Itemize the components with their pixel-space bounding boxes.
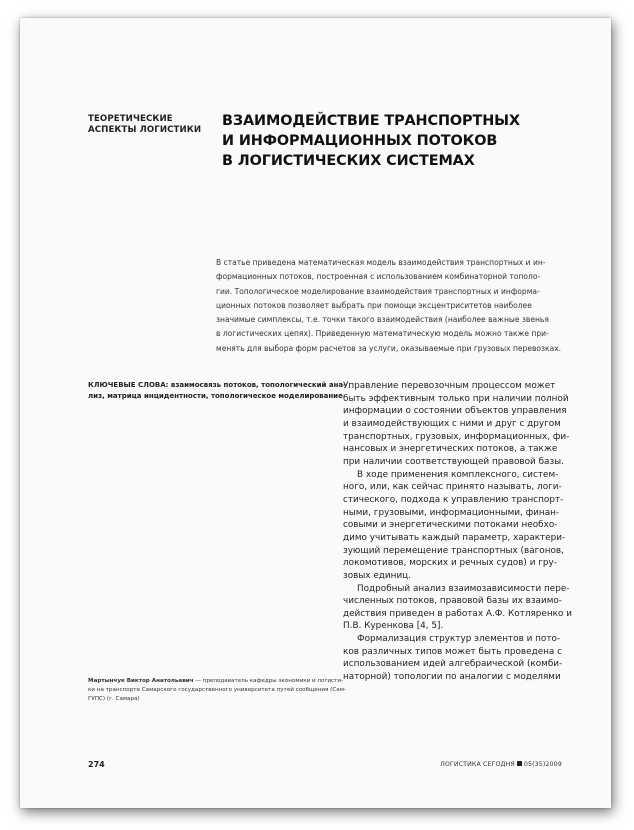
section-rubric: ТЕОРЕТИЧЕСКИЕ АСПЕКТЫ ЛОГИСТИКИ — [88, 114, 202, 135]
body-line: Подробный анализ взаимозависимости пере- — [357, 583, 570, 594]
abstract-line: в логистических цепях). Приведенную математическую модель можно также при- — [216, 329, 549, 339]
body-line: быть эффективным только при наличии полной — [343, 393, 569, 404]
body-line: действия приведен в работах А.Ф. Котляренко и — [343, 608, 572, 619]
keywords — [88, 380, 347, 402]
body-line: димо учитывать каждый параметр, характери- — [343, 532, 566, 543]
body-line: при наличии соответствующей правовой базы. — [343, 456, 564, 467]
journal-issue: 05(35)2009 — [523, 761, 562, 768]
body-line: нансовых и энергетических потоков, а также — [343, 444, 558, 455]
body-line: стического, подхода к управлению транспорт- — [343, 494, 564, 505]
body-line: Формализация структур элементов и пото- — [357, 634, 561, 645]
body-line: зовых единиц. — [343, 570, 412, 581]
body-line: П.В. Куренкова [4, 5]. — [343, 621, 444, 632]
page-number: 274 — [88, 760, 105, 769]
body-line: ного, или, как сейчас принято называть, логи- — [343, 482, 562, 493]
body-line: зующий перемещение транспортных (вагонов, — [343, 545, 564, 556]
author-note-line: ки на транспорте Самарского государственного университета путей сообщения (Сам- — [88, 687, 346, 693]
abstract-line: значимые симплексы, т.е. точки такого взаимодействия (наиболее важные звенья — [216, 315, 549, 325]
body-line: и взаимодействующих с ними и друг с другом — [343, 418, 561, 429]
abstract-line: гии. Топологическое моделирование взаимодействия транспортных и информа- — [216, 286, 540, 296]
abstract-line: менять для выбора форм расчетов за услуги, оказываемые при грузовых перевозках. — [216, 343, 562, 353]
keywords-line: лиз, матрица инцидентности, топологическое моделирование — [88, 392, 343, 400]
body-line: использованием идей алгебраической (комби- — [343, 659, 563, 670]
body-line: наторной) топологии по аналогии с моделями — [343, 672, 561, 683]
journal-name: ЛОГИСТИКА СЕГОДНЯ — [440, 761, 515, 768]
body-line: совыми и энергетическими потоками необхо- — [343, 520, 558, 531]
author-note-line: — преподаватель кафедры экономики и логисти- — [193, 678, 344, 684]
body-line: ными, грузовыми, информационными, финан- — [343, 507, 560, 518]
body-line: В ходе применения комплексного, систем- — [357, 469, 559, 480]
journal-page — [20, 18, 611, 808]
journal-footer — [440, 761, 562, 768]
article-abstract — [216, 256, 596, 356]
author-note — [88, 677, 358, 704]
abstract-line: формационных потоков, построенная с использованием комбинаторной тополо- — [216, 272, 541, 282]
abstract-line: В статье приведена математическая модель взаимодействия транспортных и ин- — [216, 258, 546, 267]
article-body — [343, 380, 605, 684]
author-note-line: ГУПС) (г. Самара) — [88, 696, 140, 702]
square-separator-icon — [517, 761, 522, 766]
body-line: информации о состоянии объектов управления — [343, 406, 567, 417]
author-name: Мартынчук Виктор Анатольевич — [88, 678, 194, 684]
body-line: численных потоков, правовой базы их взаимо- — [343, 596, 562, 607]
keywords-line: КЛЮЧЕВЫЕ СЛОВА: взаимосвязь потоков, топологический ана- — [88, 381, 347, 389]
body-line: ков различных типов может быть проведена с — [343, 646, 563, 657]
body-line: локомотивов, морских и речных судов) и гру- — [343, 558, 557, 569]
body-line: транспортных, грузовых, информационных, фи- — [343, 431, 570, 442]
body-line: Управление перевозочным процессом может — [343, 381, 556, 391]
article-title: ВЗАИМОДЕЙСТВИЕ ТРАНСПОРТНЫХ И ИНФОРМАЦИОННЫХ ПОТОКОВ В ЛОГИСТИЧЕСКИХ СИСТЕМАХ — [222, 113, 520, 169]
abstract-line: ционных потоков позволяет выбрать при помощи эксцентриситетов наиболее — [216, 300, 532, 310]
